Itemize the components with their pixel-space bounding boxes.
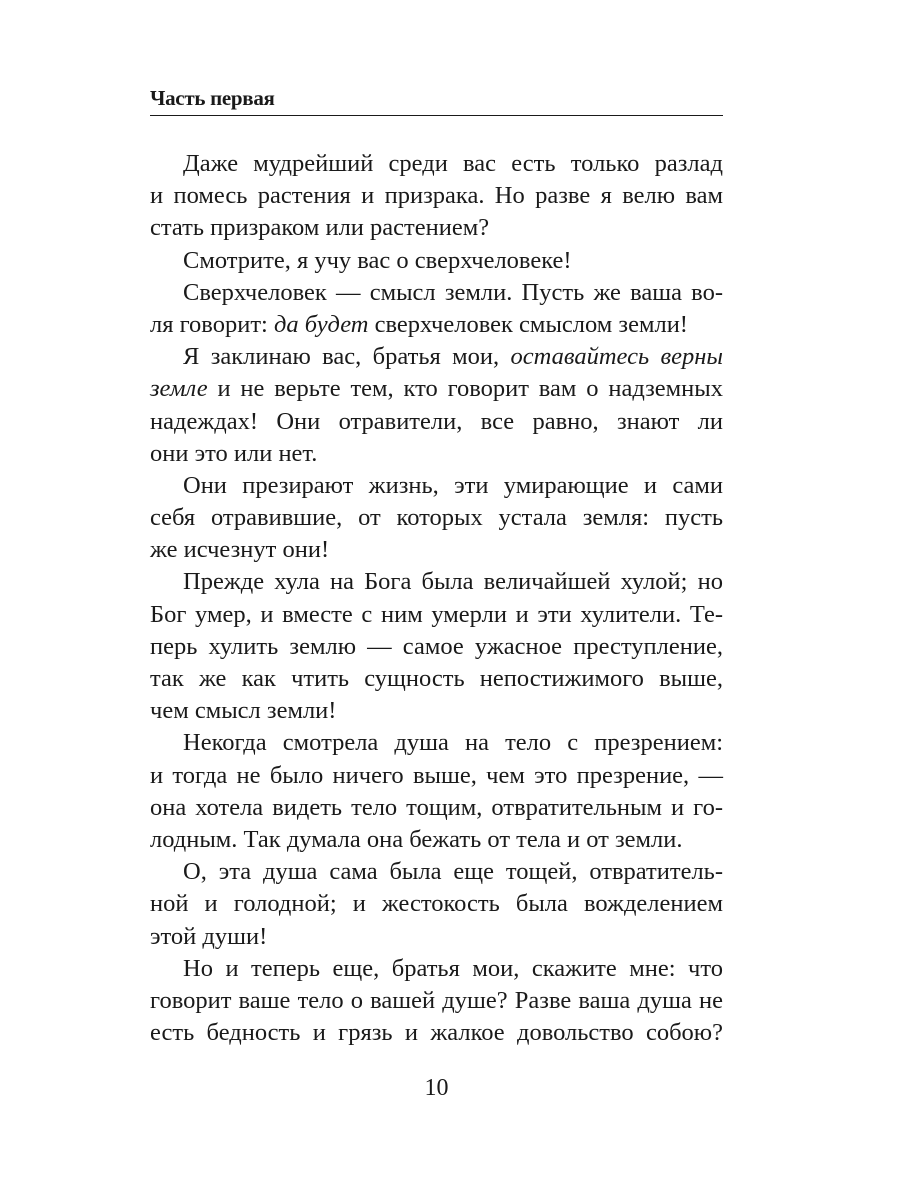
text-line: так же как чтить сущность непостижимого выше, bbox=[150, 665, 723, 692]
text-line: Смотрите, я учу вас о сверхчеловеке! bbox=[183, 246, 572, 274]
text-line: О, эта душа сама была еще тощей, отвратитель- bbox=[183, 858, 723, 886]
text-line: же исчезнут они! bbox=[150, 536, 330, 564]
text-line: надеждах! Они отравители, все равно, знают ли bbox=[150, 407, 723, 435]
text-line: они это или нет. bbox=[150, 439, 318, 467]
text-line: Я заклинаю вас, братья мои, оставайтесь верны bbox=[183, 343, 723, 371]
text-line: и помесь растения и призрака. Но разве я велю вам bbox=[150, 182, 723, 210]
text-line: ной и голодной; и жестокость была вожделением bbox=[150, 890, 723, 918]
text-line: есть бедность и грязь и жалкое довольство собою? bbox=[150, 1019, 723, 1047]
text-line: земле и не верьте тем, кто говорит вам о надземных bbox=[150, 375, 723, 403]
text-line: Некогда смотрела душа на тело с презрением: bbox=[183, 729, 723, 757]
text-line: Сверхчеловек — смысл земли. Пусть же ваша во- bbox=[183, 278, 723, 306]
text-line: Бог умер, и вместе с ним умерли и эти хулители. Те- bbox=[150, 600, 723, 628]
running-header bbox=[150, 86, 723, 116]
text-line: Они презирают жизнь, эти умирающие и сами bbox=[183, 471, 723, 499]
text-line: лодным. Так думала она бежать от тела и от земли. bbox=[150, 825, 683, 853]
text-line: перь хулить землю — самое ужасное преступление, bbox=[150, 632, 723, 660]
text-line: Но и теперь еще, братья мои, скажите мне: что bbox=[183, 954, 723, 982]
text-line: говорит ваше тело о вашей душе? Разве ваша душа не bbox=[150, 986, 723, 1014]
body-text bbox=[150, 148, 723, 1049]
text-line: этой души! bbox=[150, 922, 268, 950]
text-line: ля говорит: да будет сверхчеловек смыслом земли! bbox=[150, 310, 688, 338]
text-line: себя отравившие, от которых устала земля: пусть bbox=[150, 504, 723, 532]
text-line: Прежде хула на Бога была величайшей хулой; но bbox=[183, 568, 723, 596]
italic-emphasis: земле bbox=[150, 375, 208, 403]
text-line: чем смысл земли! bbox=[150, 697, 337, 725]
italic-emphasis: оставайтесь верны bbox=[510, 343, 723, 371]
text-line: Даже мудрейший среди вас есть только разлад bbox=[183, 150, 723, 177]
page-number: 10 bbox=[424, 1075, 449, 1101]
text-line: и тогда не было ничего выше, чем это презрение, — bbox=[150, 761, 723, 789]
running-title: Часть первая bbox=[150, 86, 275, 110]
text-line: она хотела видеть тело тощим, отвратительным и го- bbox=[150, 793, 723, 821]
text-line: стать призраком или растением? bbox=[150, 214, 490, 242]
italic-emphasis: да будет bbox=[273, 310, 369, 338]
